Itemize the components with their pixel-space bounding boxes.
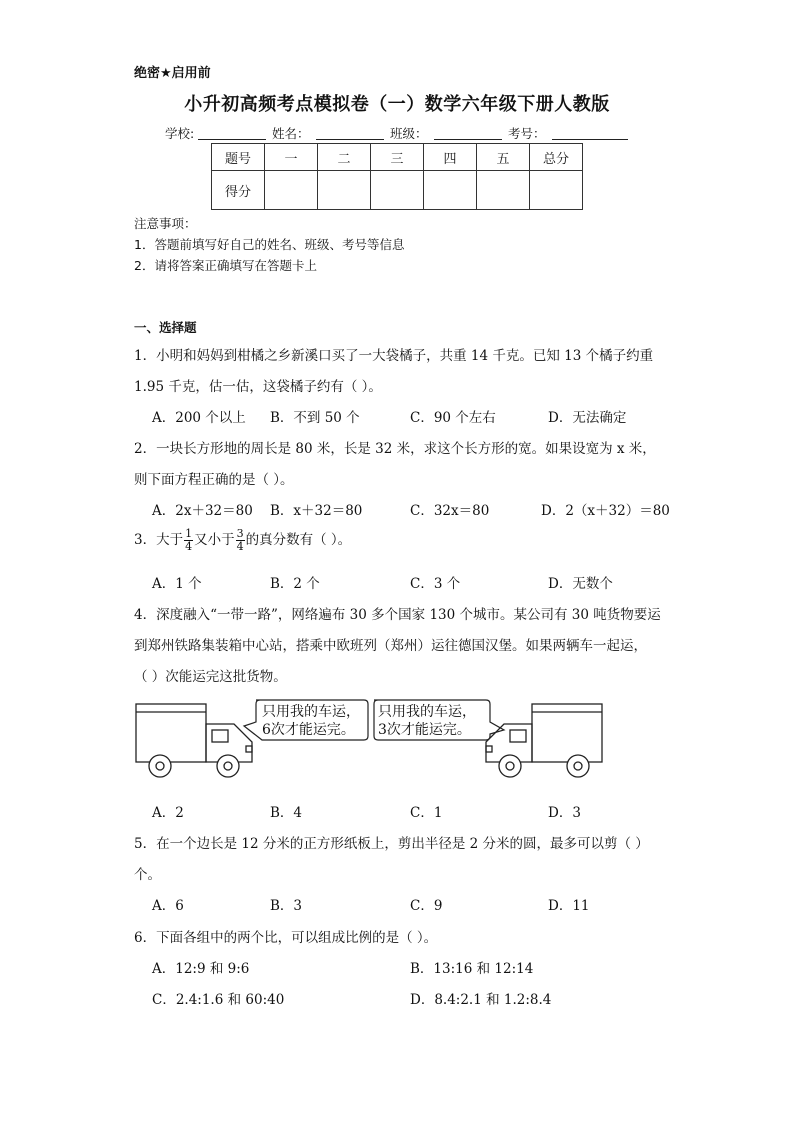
fraction-one-quarter: [184, 528, 193, 553]
q3-middle: 又小于: [194, 532, 235, 548]
q6-option-c[interactable]: C．2.4:1.6 和 60:40: [152, 992, 285, 1008]
notes-heading: 注意事项：: [134, 216, 197, 231]
exam-no-field[interactable]: [552, 139, 628, 140]
q3-option-a[interactable]: A．1 个: [152, 576, 202, 592]
score-col-total: 总分: [530, 144, 583, 171]
note-item: 2．请将答案正确填写在答题卡上: [134, 258, 317, 273]
fraction-three-quarters: [236, 528, 245, 553]
q5-stem-cont: 个。: [134, 867, 161, 883]
score-row-label: 得分: [212, 171, 265, 210]
q1-stem-cont: 1.95 千克，估一估，这袋橘子约有（ ）。: [134, 379, 382, 395]
score-cell[interactable]: [477, 171, 530, 210]
q1-option-b[interactable]: B．不到 50 个: [270, 410, 360, 426]
frac1-numerator: 1: [185, 527, 193, 540]
q5-stem: 5．在一个边长是 12 分米的正方形纸板上，剪出半径是 2 分米的圆，最多可以剪（ ）: [134, 836, 649, 852]
q2-option-d[interactable]: D．2（x＋32）＝80: [541, 503, 670, 519]
score-col-2: 二: [318, 144, 371, 171]
page-title: 小升初高频考点模拟卷（一）数学六年级下册人教版: [184, 94, 610, 115]
frac2-numerator: 3: [236, 527, 244, 540]
q1-stem: 1．小明和妈妈到柑橘之乡新溪口买了一大袋橘子，共重 14 千克。已知 13 个橘子约重: [134, 348, 654, 364]
q2-option-c[interactable]: C．32x＝80: [410, 503, 490, 519]
q3-stem: [134, 528, 351, 553]
school-field[interactable]: [198, 139, 266, 140]
left-speech-bubble: [244, 700, 368, 740]
note-item: 1．答题前填写好自己的姓名、班级、考号等信息: [134, 237, 405, 252]
q4-stem-cont: 到郑州铁路集装箱中心站，搭乘中欧班列（郑州）运往德国汉堡。如果两辆车一起运，: [134, 638, 647, 654]
right-truck-icon: [486, 704, 602, 777]
score-table-header: 题号: [212, 144, 265, 171]
score-table: [211, 143, 583, 210]
score-cell[interactable]: [530, 171, 583, 210]
score-col-5: 五: [477, 144, 530, 171]
left-bubble-line1: 只用我的车运，: [262, 704, 360, 720]
q6-option-d[interactable]: D．8.4:2.1 和 1.2:8.4: [410, 992, 552, 1008]
name-field[interactable]: [316, 139, 384, 140]
score-col-4: 四: [424, 144, 477, 171]
school-label: 学校:: [165, 126, 195, 141]
class-field[interactable]: [434, 139, 502, 140]
score-cell[interactable]: [424, 171, 477, 210]
q6-option-a[interactable]: A．12:9 和 9:6: [152, 961, 250, 977]
left-bubble-line2: 6次才能运完。: [262, 722, 355, 738]
score-cell[interactable]: [318, 171, 371, 210]
q4-option-b[interactable]: B．4: [270, 805, 303, 821]
frac1-denominator: 4: [185, 540, 193, 553]
exam-no-label: 考号：: [508, 126, 546, 141]
q2-stem-cont: 则下面方程正确的是（ ）。: [134, 472, 294, 488]
frac2-denominator: 4: [236, 540, 244, 553]
score-col-3: 三: [371, 144, 424, 171]
score-cell[interactable]: [371, 171, 424, 210]
q4-stem: 4．深度融入“一带一路”，网络遍布 30 多个国家 130 个城市。某公司有 30 吨货物要运: [134, 607, 661, 623]
q3-option-c[interactable]: C．3 个: [410, 576, 461, 592]
q3-prefix: 3．大于: [134, 532, 184, 548]
trucks-illustration: [134, 696, 664, 786]
q5-option-b[interactable]: B．3: [270, 898, 303, 914]
q6-stem: 6．下面各组中的两个比，可以组成比例的是（ ）。: [134, 930, 438, 946]
score-cell[interactable]: [265, 171, 318, 210]
q1-option-a[interactable]: A．200 个以上: [152, 410, 246, 426]
q5-option-d[interactable]: D．11: [548, 898, 590, 914]
q4-option-d[interactable]: D．3: [548, 805, 581, 821]
q1-option-c[interactable]: C．90 个左右: [410, 410, 496, 426]
q2-option-a[interactable]: A．2x＋32＝80: [152, 503, 253, 519]
right-speech-bubble: [374, 700, 504, 740]
right-bubble-line1: 只用我的车运，: [378, 704, 476, 720]
class-label: 班级：: [390, 126, 428, 141]
q6-option-b[interactable]: B．13:16 和 12:14: [410, 961, 534, 977]
q3-suffix: 的真分数有（ ）。: [245, 532, 352, 548]
confidential-mark: 绝密★启用前: [134, 66, 211, 81]
q5-option-c[interactable]: C．9: [410, 898, 443, 914]
right-bubble-line2: 3次才能运完。: [378, 722, 471, 738]
q2-option-b[interactable]: B．x＋32＝80: [270, 503, 363, 519]
q2-stem: 2．一块长方形地的周长是 80 米，长是 32 米，求这个长方形的宽。如果设宽为 x 米，: [134, 441, 656, 457]
q5-option-a[interactable]: A．6: [152, 898, 184, 914]
q4-stem-cont2: （ ）次能运完这批货物。: [134, 669, 287, 685]
q3-option-d[interactable]: D．无数个: [548, 576, 613, 592]
q4-option-a[interactable]: A．2: [152, 805, 184, 821]
q1-option-d[interactable]: D．无法确定: [548, 410, 627, 426]
score-col-1: 一: [265, 144, 318, 171]
name-label: 姓名：: [272, 126, 310, 141]
section-title: 一、选择题: [134, 320, 197, 335]
q3-option-b[interactable]: B．2 个: [270, 576, 320, 592]
left-truck-icon: [136, 704, 252, 777]
q4-option-c[interactable]: C．1: [410, 805, 443, 821]
